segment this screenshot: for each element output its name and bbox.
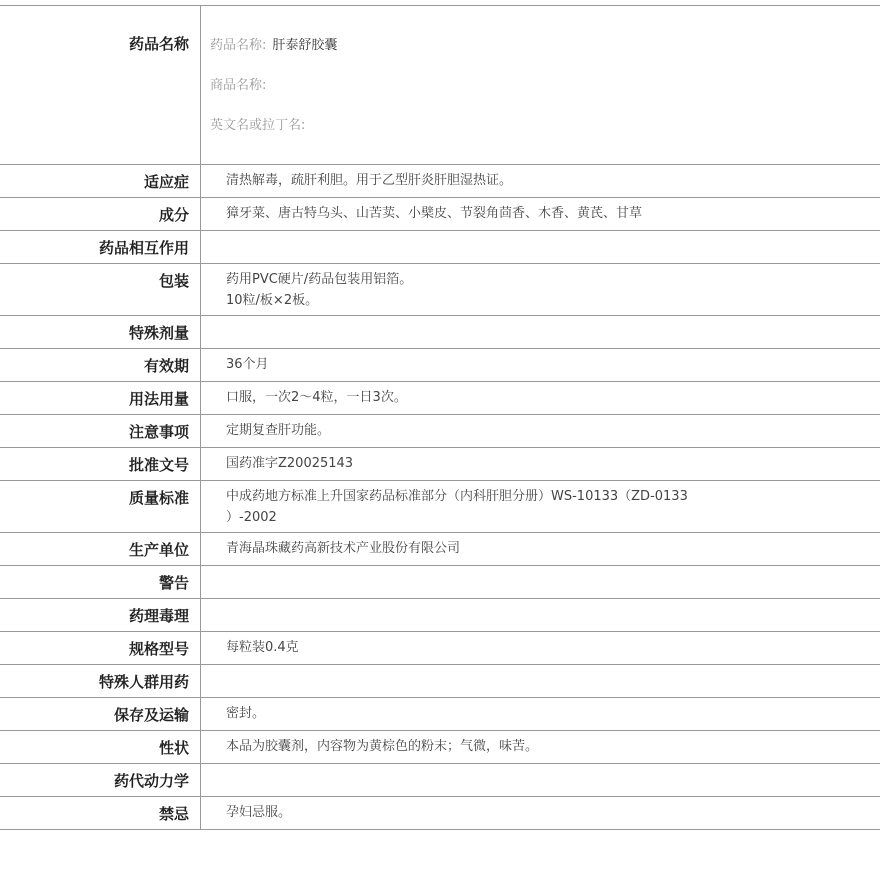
row-value: 本品为胶囊剂，内容物为黄棕色的粉末；气微，味苦。	[226, 739, 539, 754]
row-value: 定期复查肝功能。	[226, 423, 331, 438]
row-value: 獐牙菜、唐古特乌头、山苦荬、小檗皮、节裂角茴香、木香、黄芪、甘草	[226, 206, 643, 221]
drug-name-key: 药品名称:	[210, 38, 267, 53]
special-population-row	[0, 665, 880, 698]
row-label: 批准文号	[128, 456, 189, 474]
row-value	[201, 764, 748, 769]
row-label: 药理毒理	[128, 607, 189, 625]
pharmacokinetics-row	[0, 764, 880, 797]
row-label: 生产单位	[128, 541, 189, 559]
contraindications-row	[0, 797, 880, 830]
description-row	[0, 731, 880, 764]
row-label: 药品名称	[128, 35, 189, 53]
warning-row	[0, 566, 880, 599]
trade-name-line	[210, 76, 720, 96]
approval-number-row	[0, 448, 880, 481]
row-value: 密封。	[226, 706, 266, 721]
manufacturer-row	[0, 533, 880, 566]
pharmacology-row	[0, 599, 880, 632]
row-label: 成分	[158, 206, 189, 224]
row-label: 规格型号	[128, 640, 189, 658]
trade-name-key: 商品名称:	[210, 78, 267, 93]
row-value	[201, 665, 748, 670]
row-value: 孕妇忌服。	[226, 805, 292, 820]
indication-row	[0, 165, 880, 198]
row-label: 药品相互作用	[98, 239, 189, 257]
row-label: 注意事项	[128, 423, 189, 441]
precautions-row	[0, 415, 880, 448]
row-value: 国药准字Z20025143	[226, 456, 354, 471]
quality-standard-row	[0, 481, 880, 533]
row-value: 口服，一次2～4粒，一日3次。	[226, 390, 407, 405]
drug-name-value: 肝泰舒胶囊	[272, 38, 338, 53]
storage-row	[0, 698, 880, 731]
row-value: 青海晶珠藏药高新技术产业股份有限公司	[226, 541, 461, 556]
drug-name-line	[210, 36, 720, 56]
row-label: 警告	[158, 574, 189, 592]
row-value	[201, 566, 748, 571]
packaging-row	[0, 264, 880, 316]
row-value: 药用PVC硬片/药品包装用铝箔。 10粒/板×2板。	[226, 272, 413, 308]
english-name-line	[210, 116, 720, 136]
shelf-life-row	[0, 349, 880, 382]
row-value: 清热解毒，疏肝利胆。用于乙型肝炎肝胆湿热证。	[226, 173, 513, 188]
interactions-row	[0, 231, 880, 264]
row-label: 包装	[158, 272, 189, 290]
row-label: 用法用量	[128, 390, 189, 408]
english-name-key: 英文名或拉丁名:	[210, 118, 306, 133]
row-label: 有效期	[143, 357, 189, 375]
drug-name-label-cell	[0, 6, 201, 165]
drug-info-table	[0, 5, 880, 830]
drug-name-value-cell	[201, 6, 880, 165]
dosage-row	[0, 382, 880, 415]
ingredients-row	[0, 198, 880, 231]
row-value	[201, 231, 748, 236]
row-label: 保存及运输	[113, 706, 189, 724]
row-value: 36个月	[226, 357, 269, 372]
row-label: 质量标准	[128, 489, 189, 507]
specification-row	[0, 632, 880, 665]
row-label: 禁忌	[158, 805, 189, 823]
row-label: 药代动力学	[113, 772, 189, 790]
row-value: 中成药地方标准上升国家药品标准部分（内科肝胆分册）WS-10133（ZD-0133 ）-2002	[226, 489, 688, 525]
drug-name-row	[0, 6, 880, 165]
row-label: 特殊剂量	[128, 324, 189, 342]
row-value	[201, 599, 748, 604]
row-label: 适应症	[143, 173, 189, 191]
row-value	[201, 316, 748, 321]
row-label: 特殊人群用药	[98, 673, 189, 691]
row-value: 每粒装0.4克	[226, 640, 299, 655]
special-dosage-row	[0, 316, 880, 349]
row-label: 性状	[158, 739, 189, 757]
